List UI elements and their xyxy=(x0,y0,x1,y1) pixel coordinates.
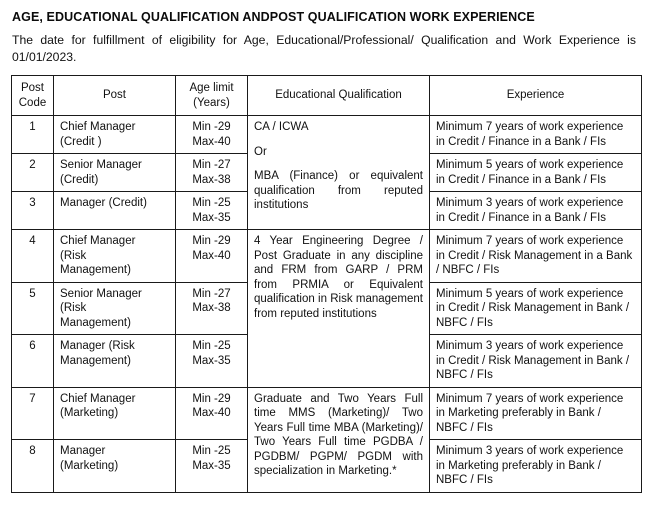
post-line3: Management) xyxy=(60,264,131,276)
cell-age-limit xyxy=(176,335,248,388)
post-line2: (Credit ) xyxy=(60,135,102,148)
age-min: Min -29 xyxy=(192,121,231,133)
post-line2: (Risk xyxy=(60,302,87,314)
cell-post-code: 8 xyxy=(12,440,54,493)
post-line1: Manager xyxy=(60,445,106,457)
post-line1: Chief Manager xyxy=(60,235,136,247)
cell-education-credit xyxy=(248,116,430,230)
cell-post-code: 1 xyxy=(12,116,54,154)
age-max: Max-38 xyxy=(192,302,231,314)
header-experience: Experience xyxy=(430,76,642,116)
cell-experience: Minimum 5 years of work experience in Credit / Finance in a Bank / FIs xyxy=(430,154,642,192)
post-line1: Manager (Credit) xyxy=(60,197,147,209)
cell-experience: Minimum 3 years of work experience in Marketing preferably in Bank / NBFC / FIs xyxy=(430,440,642,493)
age-min: Min -27 xyxy=(192,159,231,171)
cell-experience: Minimum 3 years of work experience in Credit / Finance in a Bank / FIs xyxy=(430,192,642,230)
post-line2: Management) xyxy=(60,354,131,367)
education-credit-line2: Or xyxy=(254,145,267,158)
education-credit-line3: MBA (Finance) or equivalent qualification from reputed institutions xyxy=(254,170,423,211)
cell-post xyxy=(54,116,176,154)
header-post-code xyxy=(12,76,54,116)
cell-post xyxy=(54,335,176,388)
age-max: Max-40 xyxy=(192,249,231,262)
cell-age-limit xyxy=(176,230,248,283)
eligibility-table xyxy=(11,75,642,493)
cell-age-limit xyxy=(176,282,248,335)
post-line2: (Credit) xyxy=(60,173,99,186)
header-post-code-line1: Post xyxy=(20,82,44,94)
cell-age-limit xyxy=(176,116,248,154)
post-line1: Chief Manager xyxy=(60,121,136,133)
post-line1: Senior Manager xyxy=(60,287,142,300)
cell-post xyxy=(54,282,176,335)
age-min: Min -25 xyxy=(192,197,231,209)
education-credit-line1: CA / ICWA xyxy=(254,121,309,133)
cell-post-code: 7 xyxy=(12,387,54,440)
cell-experience: Minimum 5 years of work experience in Credit / Risk Management in Bank / NBFC / FIs xyxy=(430,282,642,335)
cell-post-code: 6 xyxy=(12,335,54,388)
header-age-limit-line2: (Years) xyxy=(193,96,230,109)
cell-experience: Minimum 7 years of work experience in Credit / Finance in a Bank / FIs xyxy=(430,116,642,154)
age-max: Max-35 xyxy=(192,211,231,224)
cell-post xyxy=(54,230,176,283)
age-min: Min -27 xyxy=(192,287,231,300)
post-line2: (Risk xyxy=(60,249,87,262)
header-age-limit-line1: Age limit xyxy=(189,82,234,94)
cell-post-code: 4 xyxy=(12,230,54,283)
age-max: Max-40 xyxy=(192,135,231,148)
post-line1: Chief Manager xyxy=(60,392,136,405)
header-post-code-line2: Code xyxy=(18,96,47,109)
post-line1: Manager (Risk xyxy=(60,340,135,352)
cell-age-limit xyxy=(176,192,248,230)
age-max: Max-35 xyxy=(192,354,231,367)
age-max: Max-40 xyxy=(192,407,231,419)
cell-post xyxy=(54,192,176,230)
table-row xyxy=(12,387,642,440)
intro-paragraph: The date for fulfillment of eligibility for Age, Educational/Professional/ Qualification and Work Experience is 01/01/2023. xyxy=(12,33,636,64)
table-row xyxy=(12,116,642,154)
age-min: Min -25 xyxy=(192,340,231,352)
table-header-row xyxy=(12,76,642,116)
header-education: Educational Qualification xyxy=(248,76,430,116)
cell-education-risk: 4 Year Engineering Degree / Post Graduate in any discipline and FRM from GARP / PRM from PRMIA or Equivalent qualification in Risk management from reputed institutions xyxy=(248,230,430,388)
cell-experience: Minimum 7 years of work experience in Marketing preferably in Bank / NBFC / FIs xyxy=(430,387,642,440)
age-min: Min -25 xyxy=(192,445,231,457)
header-age-limit xyxy=(176,76,248,116)
cell-age-limit xyxy=(176,440,248,493)
cell-post xyxy=(54,440,176,493)
cell-experience: Minimum 3 years of work experience in Credit / Risk Management in Bank / NBFC / FIs xyxy=(430,335,642,388)
cell-education-marketing: Graduate and Two Years Full time MMS (Marketing)/ Two Years Full time MBA (Marketing)/ Two Years Full time PGDBA / PGDBM/ PGPM/ PGDM with specialization in Marketing.* xyxy=(248,387,430,492)
cell-post xyxy=(54,154,176,192)
age-max: Max-35 xyxy=(192,459,231,472)
cell-age-limit xyxy=(176,387,248,440)
table-row xyxy=(12,230,642,283)
age-max: Max-38 xyxy=(192,173,231,186)
post-line2: (Marketing) xyxy=(60,407,119,419)
cell-post-code: 5 xyxy=(12,282,54,335)
cell-age-limit xyxy=(176,154,248,192)
post-line2: (Marketing) xyxy=(60,459,119,472)
post-line1: Senior Manager xyxy=(60,159,142,171)
cell-post-code: 3 xyxy=(12,192,54,230)
page-title: AGE, EDUCATIONAL QUALIFICATION ANDPOST QUALIFICATION WORK EXPERIENCE xyxy=(12,10,535,24)
age-min: Min -29 xyxy=(192,235,231,247)
age-min: Min -29 xyxy=(192,392,231,405)
cell-post-code: 2 xyxy=(12,154,54,192)
cell-experience: Minimum 7 years of work experience in Credit / Risk Management in a Bank / NBFC / FIs xyxy=(430,230,642,283)
header-post: Post xyxy=(54,76,176,116)
cell-post xyxy=(54,387,176,440)
post-line3: Management) xyxy=(60,316,131,329)
